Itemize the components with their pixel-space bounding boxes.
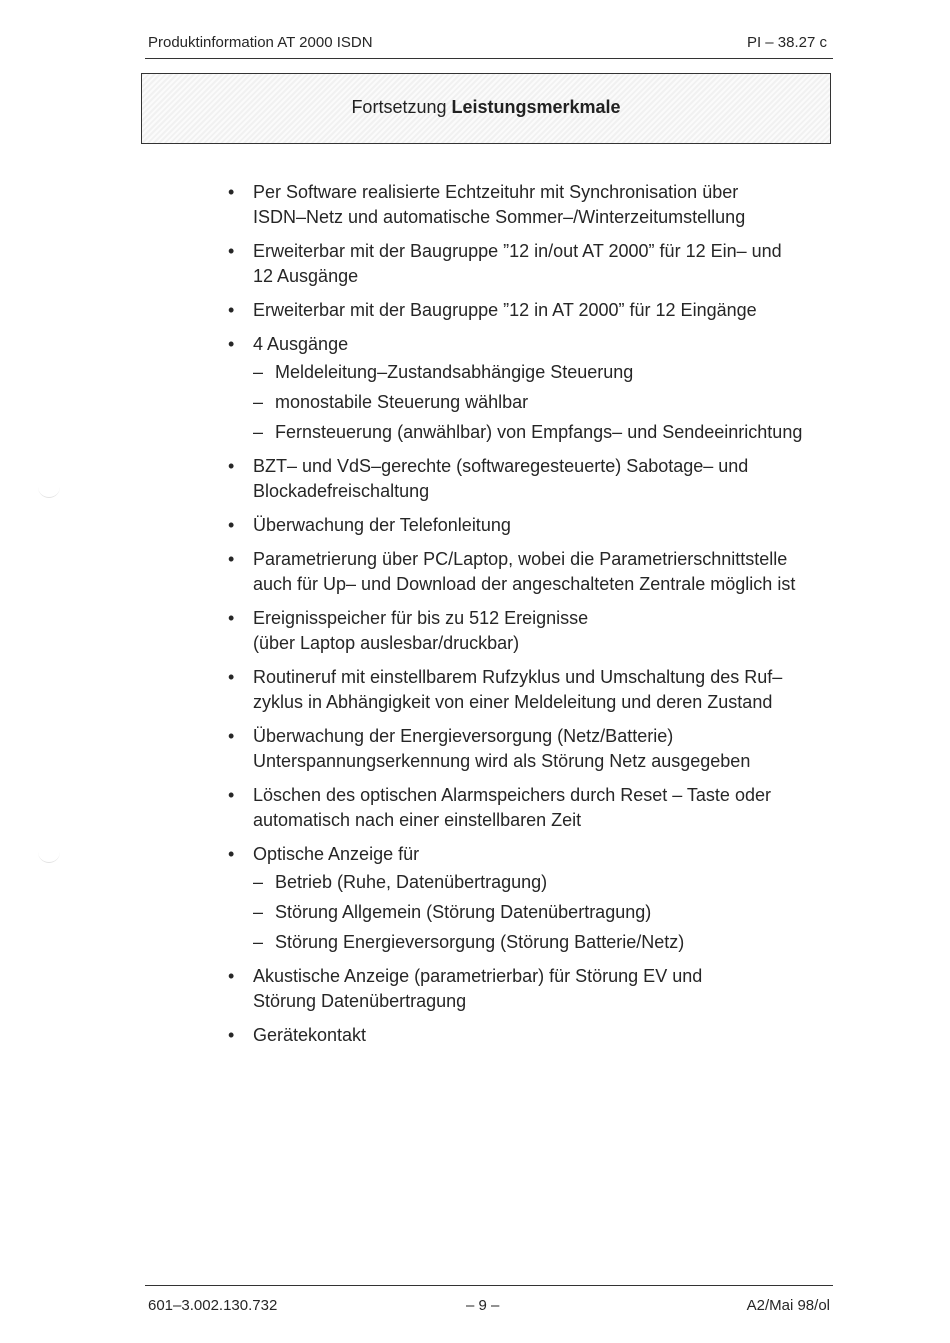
bullet-icon: •	[228, 1025, 235, 1045]
feature-sub-item-text: Fernsteuerung (anwählbar) von Empfangs– und Sendeeinrichtung	[275, 422, 803, 442]
bullet-icon: •	[228, 515, 235, 535]
section-title-bold: Leistungsmerkmale	[451, 97, 621, 117]
bullet-icon: •	[228, 334, 235, 354]
feature-item	[227, 1023, 847, 1048]
bullet-icon: •	[228, 549, 235, 569]
section-title-prefix: Fortsetzung	[351, 97, 452, 117]
feature-item-line: automatisch nach einer einstellbaren Zeit	[253, 810, 582, 830]
dash-icon: –	[253, 392, 264, 412]
footer-rule	[145, 1285, 833, 1286]
feature-sub-item-text: Meldeleitung–Zustandsabhängige Steuerung	[275, 362, 634, 382]
feature-sub-item-text: Störung Allgemein (Störung Datenübertragung)	[275, 902, 652, 922]
section-title-box	[141, 73, 831, 144]
feature-item-line: Optische Anzeige für	[253, 844, 420, 864]
punch-hole-mark	[38, 850, 60, 863]
feature-list	[227, 180, 847, 1057]
feature-item-line: Routineruf mit einstellbarem Rufzyklus und Umschaltung des Ruf–	[253, 667, 783, 687]
feature-item-line: Parametrierung über PC/Laptop, wobei die Parametrierschnittstelle	[253, 549, 788, 569]
feature-item-line: 12 Ausgänge	[253, 266, 359, 286]
feature-item-line: Überwachung der Energieversorgung (Netz/Batterie)	[253, 726, 674, 746]
feature-item-line: 4 Ausgänge	[253, 334, 349, 354]
feature-item	[227, 454, 847, 504]
feature-item-line: Blockadefreischaltung	[253, 481, 430, 501]
feature-sub-item-text: monostabile Steuerung wählbar	[275, 392, 529, 412]
feature-item-line: Störung Datenübertragung	[253, 991, 467, 1011]
dash-icon: –	[253, 422, 264, 442]
footer-page-number: – 9 –	[466, 1297, 500, 1314]
section-title	[142, 97, 830, 118]
feature-item-line: ISDN–Netz und automatische Sommer–/Winterzeitumstellung	[253, 207, 746, 227]
feature-item-line: Überwachung der Telefonleitung	[253, 515, 511, 535]
feature-sub-item-text: Betrieb (Ruhe, Datenübertragung)	[275, 872, 548, 892]
feature-sub-item	[253, 420, 847, 445]
feature-item	[227, 964, 847, 1014]
feature-item-line: (über Laptop auslesbar/druckbar)	[253, 633, 520, 653]
bullet-icon: •	[228, 785, 235, 805]
punch-hole-mark	[38, 485, 60, 498]
feature-item-line: BZT– und VdS–gerechte (softwaregesteuerte) Sabotage– und	[253, 456, 749, 476]
bullet-icon: •	[228, 726, 235, 746]
dash-icon: –	[253, 932, 264, 952]
bullet-icon: •	[228, 300, 235, 320]
feature-item	[227, 606, 847, 656]
feature-sub-item	[253, 930, 847, 955]
feature-item	[227, 547, 847, 597]
feature-item	[227, 513, 847, 538]
header-rule	[145, 58, 833, 59]
feature-item-line: Löschen des optischen Alarmspeichers durch Reset – Taste oder	[253, 785, 771, 805]
feature-item	[227, 298, 847, 323]
feature-item-line: auch für Up– und Download der angeschalteten Zentrale möglich ist	[253, 574, 796, 594]
feature-item-line: Ereignisspeicher für bis zu 512 Ereignisse	[253, 608, 589, 628]
feature-item-line: Gerätekontakt	[253, 1025, 367, 1045]
bullet-icon: •	[228, 844, 235, 864]
dash-icon: –	[253, 902, 264, 922]
bullet-icon: •	[228, 608, 235, 628]
feature-sub-item	[253, 900, 847, 925]
header-document-code: PI – 38.27 c	[746, 34, 827, 51]
bullet-icon: •	[228, 456, 235, 476]
dash-icon: –	[253, 362, 264, 382]
dash-icon: –	[253, 872, 264, 892]
feature-item-line: Erweiterbar mit der Baugruppe ”12 in/out AT 2000” für 12 Ein– und	[253, 241, 782, 261]
footer-document-number: 601–3.002.130.732	[148, 1297, 278, 1314]
feature-sub-item-text: Störung Energieversorgung (Störung Batterie/Netz)	[275, 932, 685, 952]
feature-item-line: Unterspannungserkennung wird als Störung Netz ausgegeben	[253, 751, 751, 771]
bullet-icon: •	[228, 241, 235, 261]
feature-sub-item	[253, 360, 847, 385]
feature-item	[227, 724, 847, 774]
feature-item	[227, 842, 847, 955]
feature-item	[227, 180, 847, 230]
feature-item	[227, 239, 847, 289]
bullet-icon: •	[228, 966, 235, 986]
feature-item-line: Akustische Anzeige (parametrierbar) für Störung EV und	[253, 966, 703, 986]
feature-item	[227, 332, 847, 445]
feature-sub-list	[253, 360, 847, 445]
bullet-icon: •	[228, 667, 235, 687]
feature-item	[227, 665, 847, 715]
feature-item-line: Per Software realisierte Echtzeituhr mit Synchronisation über	[253, 182, 739, 202]
feature-item-line: Erweiterbar mit der Baugruppe ”12 in AT 2000” für 12 Eingänge	[253, 300, 757, 320]
footer-revision: A2/Mai 98/ol	[746, 1297, 830, 1314]
feature-sub-list	[253, 870, 847, 955]
header-product-title: Produktinformation AT 2000 ISDN	[148, 34, 373, 51]
bullet-icon: •	[228, 182, 235, 202]
feature-item-line: zyklus in Abhängigkeit von einer Meldeleitung und deren Zustand	[253, 692, 773, 712]
feature-sub-item	[253, 390, 847, 415]
feature-sub-item	[253, 870, 847, 895]
feature-item	[227, 783, 847, 833]
